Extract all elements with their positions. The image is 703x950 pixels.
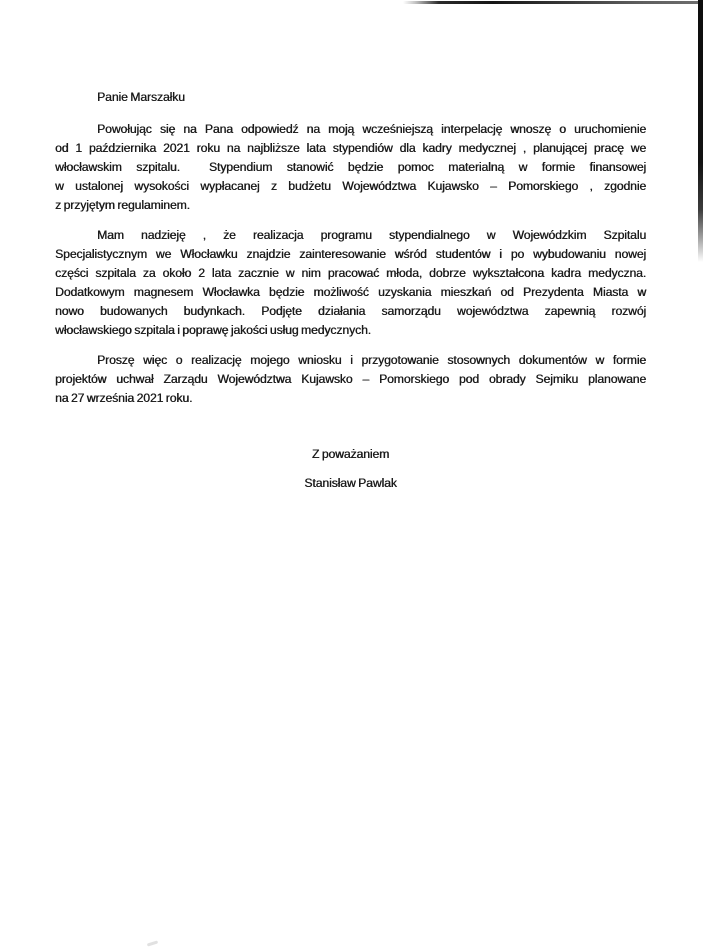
letter-line: Mam nadzieję , że realizacja programu stypendialnego w Wojewódzkim Szpitalu [97, 228, 646, 242]
letter-line: włocławskiego szpitala i poprawę jakości usług medycznych. [55, 323, 371, 337]
signature-name: Stanisław Pawlak [304, 476, 397, 490]
letter-line: nowo budowanych budynkach. Podjęte działania samorządu województwa zapewnią rozwój [55, 304, 646, 318]
letter-line: włocławskim szpitalu. Stypendium stanowić będzie pomoc materialną w formie finansowej [55, 160, 646, 174]
letter-line: Powołując się na Pana odpowiedź na moją wcześniejszą interpelację wnoszę o uruchomienie [97, 122, 646, 136]
paragraph-2 [55, 226, 646, 340]
letter-line: Proszę więc o realizację mojego wniosku i przygotowanie stosownych dokumentów w formie [97, 353, 646, 367]
scan-edge-artifact-right [698, 0, 703, 262]
letter-line: na 27 września 2021 roku. [55, 391, 193, 405]
paragraph-3 [55, 351, 646, 408]
letter-line: części szpitala za około 2 lata zacznie w nim pracować młoda, dobrze wykształcona kadra medyczna. [55, 266, 646, 280]
letter-line: w ustalonej wysokości wypłacanej z budżetu Województwa Kujawsko – Pomorskiego , zgodnie [55, 179, 646, 193]
salutation: Panie Marszałku [97, 90, 185, 104]
letter-line: od 1 października 2021 roku na najbliższe lata stypendiów dla kadry medycznej , planującej pracę we [55, 141, 646, 155]
letter-line: projektów uchwał Zarządu Województwa Kujawsko – Pomorskiego pod obrady Sejmiku planowane [55, 372, 646, 386]
scan-smudge-bottom [147, 940, 158, 946]
letter-line: Dodatkowym magnesem Włocławka będzie możliwość uzyskania mieszkań od Prezydenta Miasta w [55, 285, 646, 299]
paragraph-1 [55, 120, 646, 215]
scan-edge-artifact-top [403, 1, 703, 4]
closing: Z poważaniem [311, 447, 390, 461]
letter-line: Specjalistycznym we Włocławku znajdzie zainteresowanie wśród studentów i po wybudowaniu nowej [55, 247, 646, 261]
letter-body [55, 88, 646, 493]
letter-line: z przyjętym regulaminem. [55, 198, 190, 212]
